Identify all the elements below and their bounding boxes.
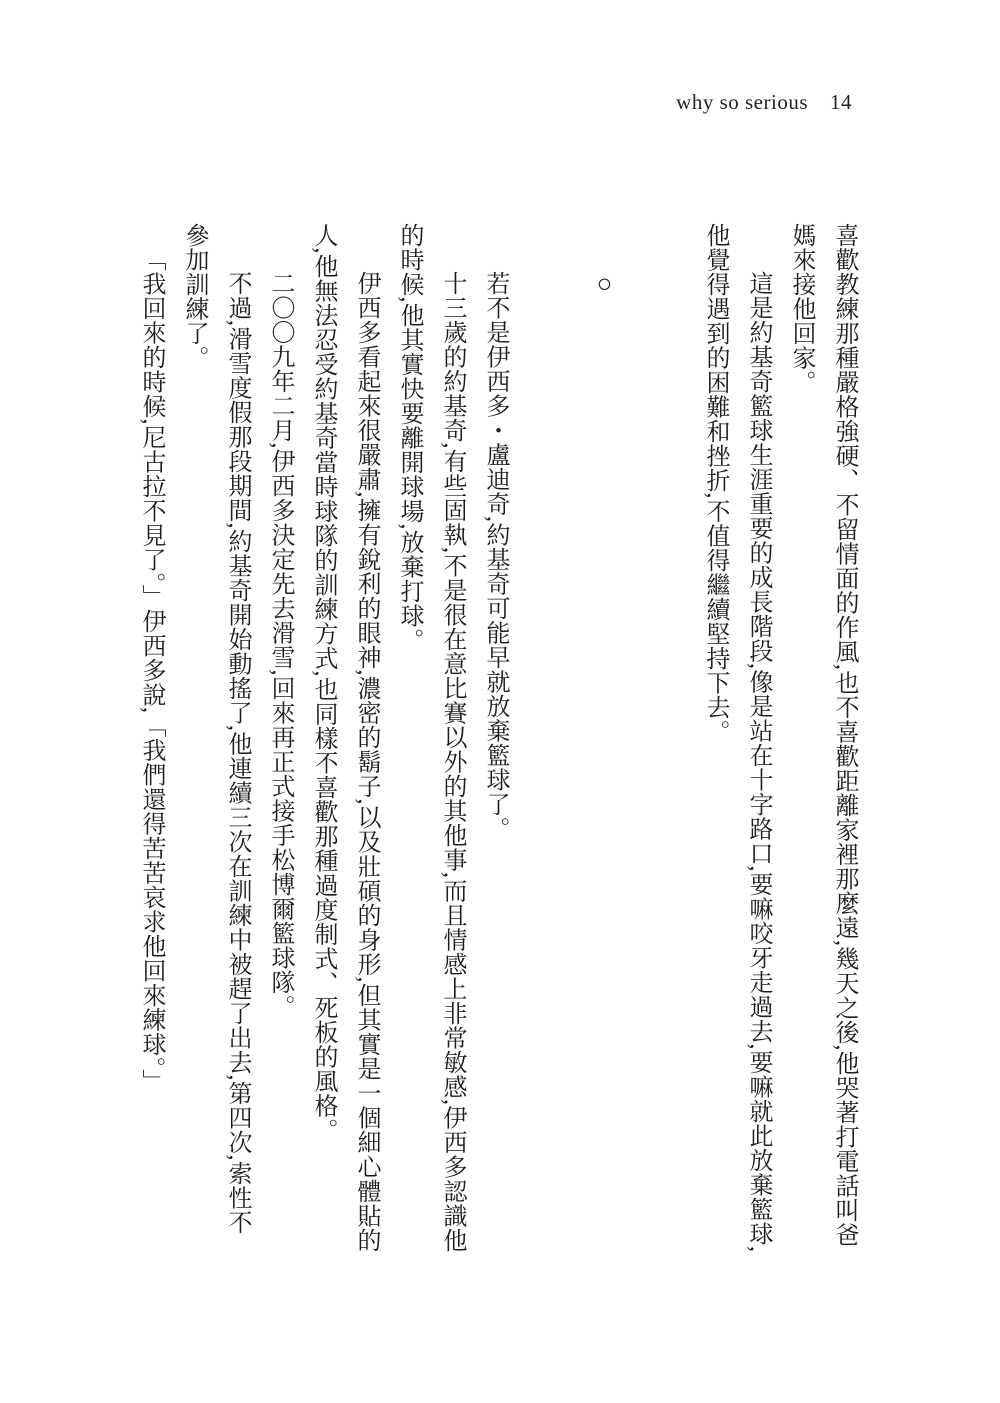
running-header [676, 90, 852, 115]
vertical-text-block [129, 223, 865, 1253]
page-number: 14 [830, 90, 852, 114]
paragraph-continuation: 喜歡教練那種嚴格強硬、不留情面的作風,也不喜歡距離家裡那麼遠,幾天之後,他哭著打電話叫爸媽來接他回家。 [788, 223, 857, 1247]
paragraph: 二〇〇九年二月,伊西多決定先去滑雪,回來再正式接手松博爾籃球隊。 [267, 271, 293, 1019]
paragraph: 不過,滑雪度假那段期間,約基奇開始動搖了,他連續三次在訓練中被趕了出去,第四次,索性不參加訓練了。 [181, 223, 250, 1235]
running-title: why so serious [676, 90, 808, 114]
paragraph-quote: 「我回來的時候,尼古拉不見了。」伊西多說,「我們還得苦苦哀求他回來練球。」 [138, 247, 164, 1094]
paragraph: 伊西多看起來很嚴肅,擁有銳利的眼神,濃密的鬍子,以及壯碩的身形,但其實是一個細心體貼的人,他無法忍受約基奇當時球隊的訓練方式,也同樣不喜歡那種過度制式、死板的風格。 [310, 223, 379, 1253]
section-divider-circle-icon: ○ [590, 269, 619, 299]
paragraph: 這是約基奇籃球生涯重要的成長階段,像是站在十字路口,要嘛咬牙走過去,要嘛就此放棄籃球,他覺得遇到的困難和挫折,不值得繼續堅持下去。 [702, 223, 771, 1253]
paragraph: 十三歲的約基奇,有些固執,不是很在意比賽以外的其他事,而且情感上非常敏感,伊西多認識他的時候,他其實快要離開球場,放棄打球。 [396, 223, 465, 1253]
paragraph: 若不是伊西多・盧迪奇,約基奇可能早就放棄籃球了。 [482, 271, 508, 841]
